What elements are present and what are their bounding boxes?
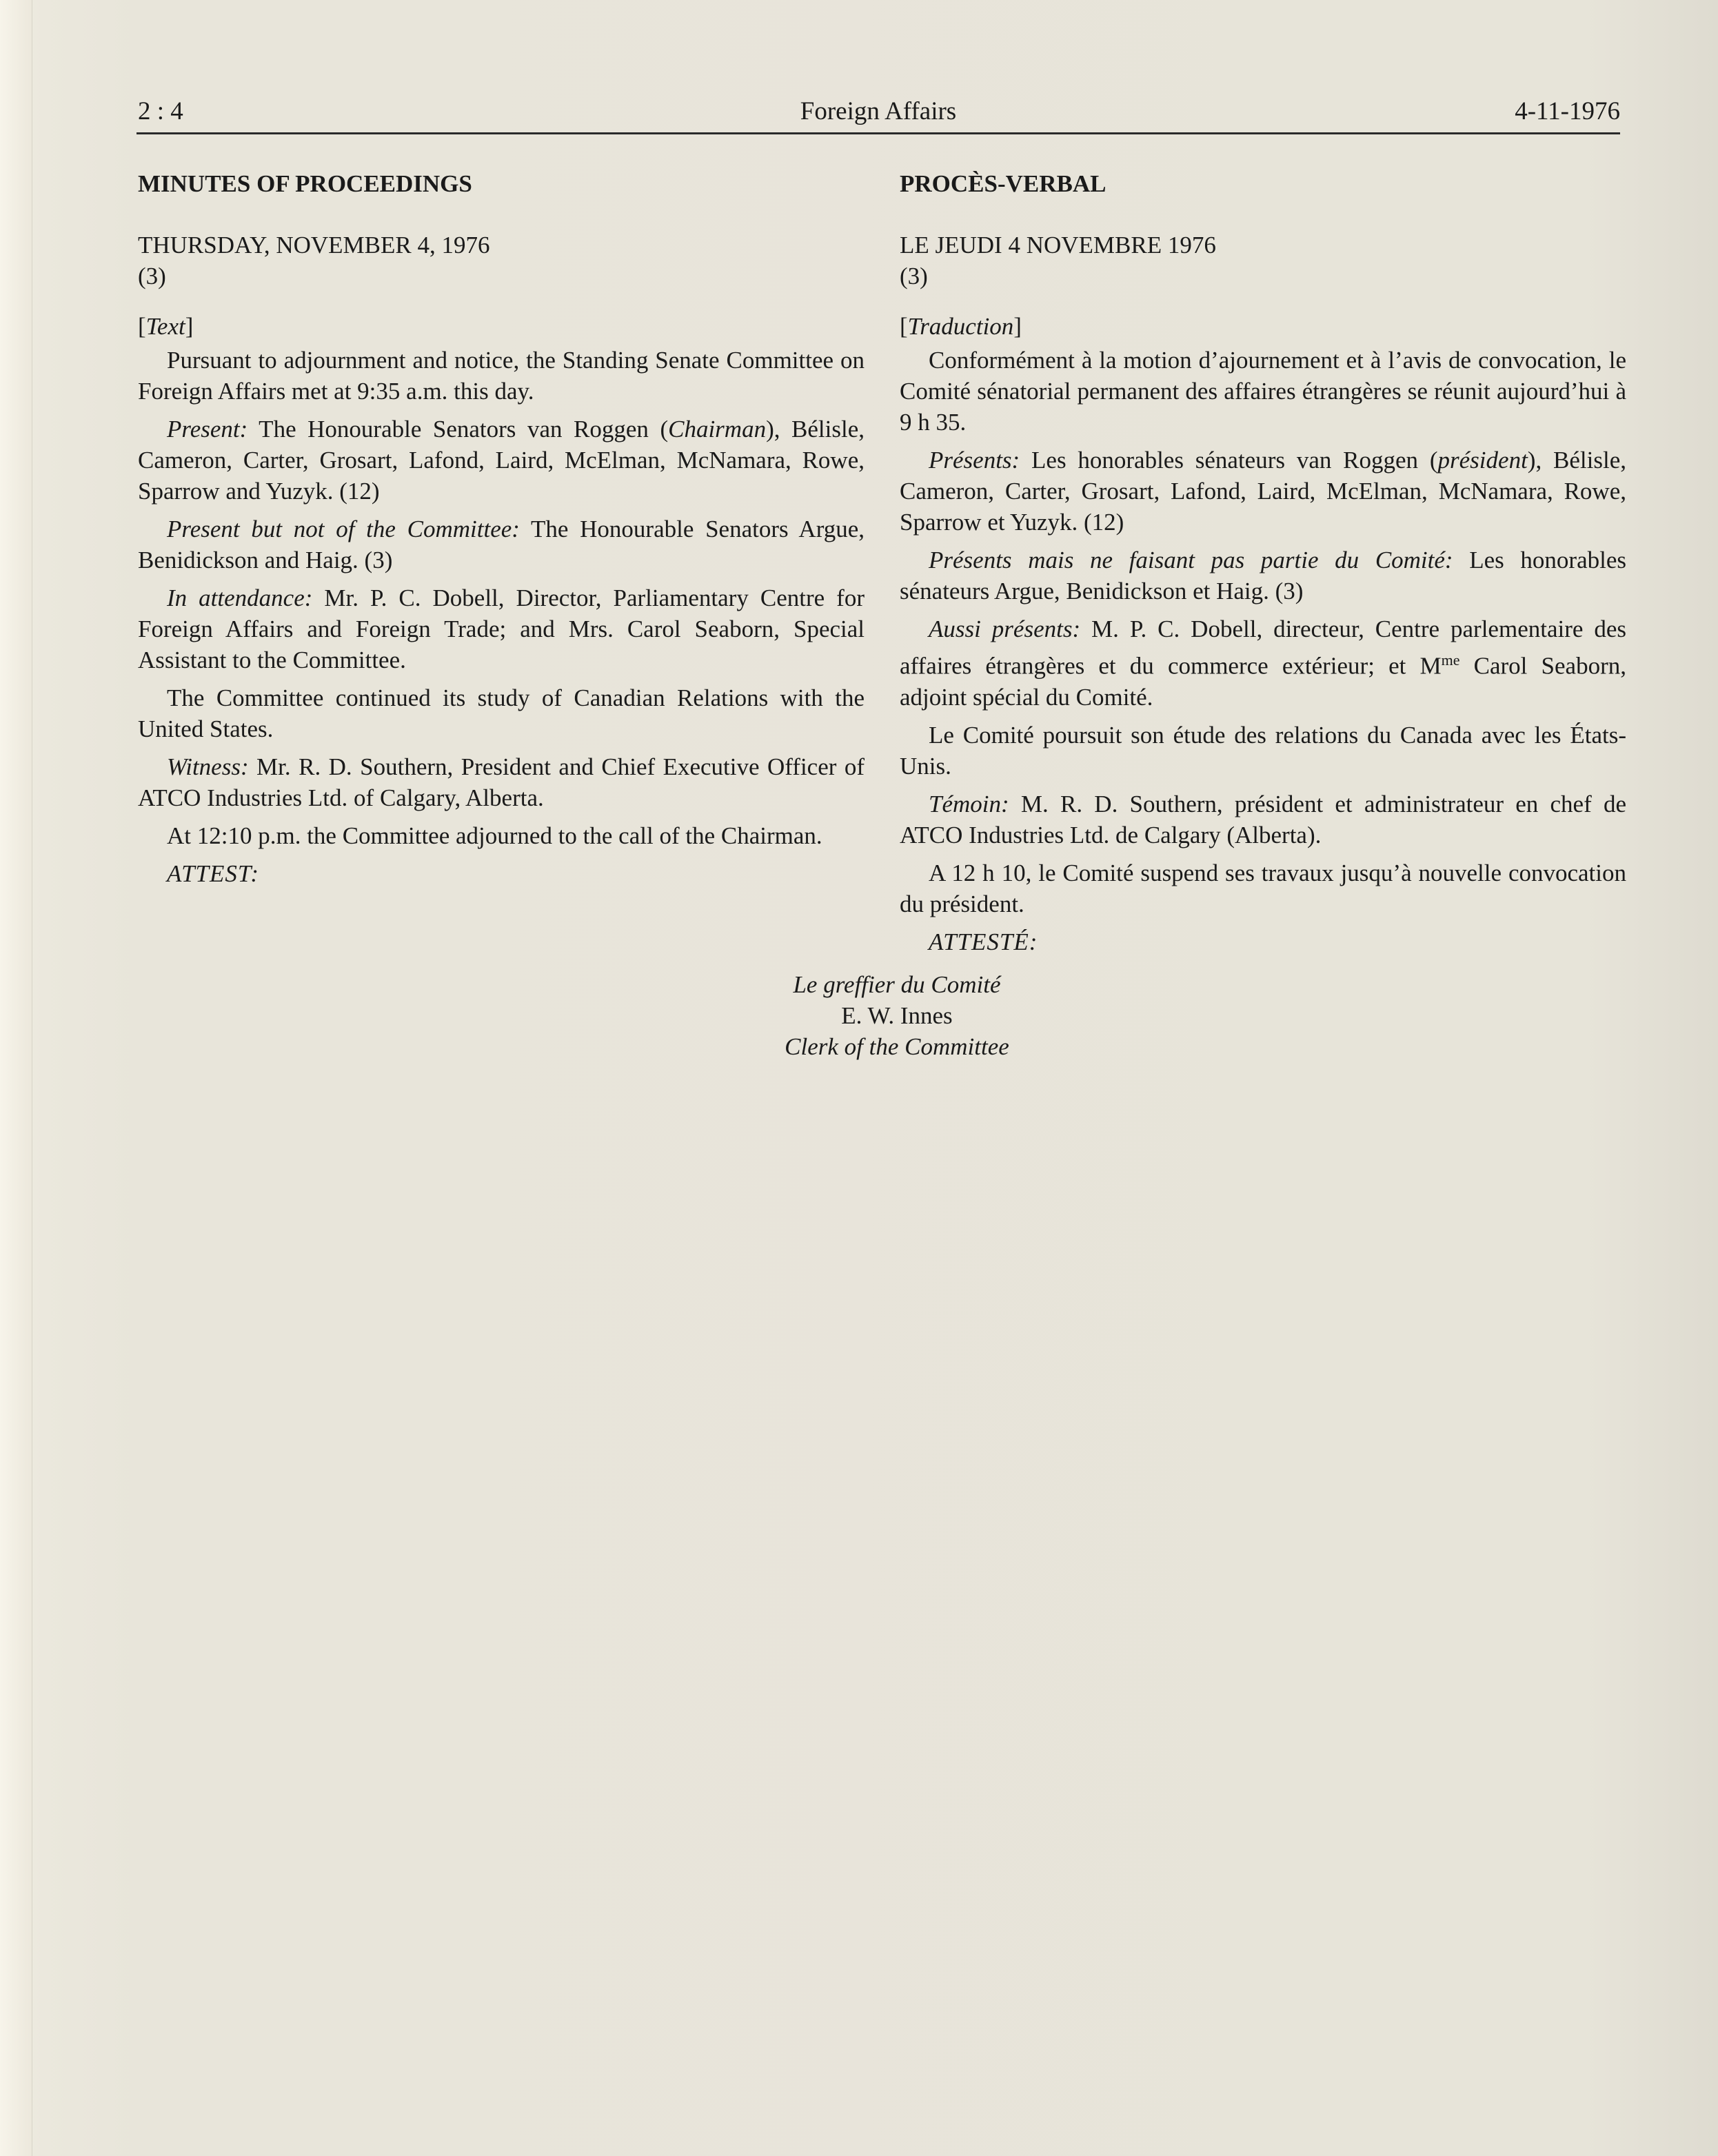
english-present-paragraph: Present: The Honourable Senators van Roggen (Chairman), Bélisle, Cameron, Carter, Grosart, Lafond, Laird, McElman, McNamara, Rowe, Sparrow and Yuzyk. (12) [138,416,865,505]
english-session-number: (3) [138,263,166,289]
header-title: Foreign Affairs [800,97,957,125]
signature-french-title: Le greffier du Comité [793,971,1001,998]
header-date: 4-11-1976 [1515,97,1620,125]
french-opening-paragraph: Conformément à la motion d’ajournement et à l’avis de convocation, le Comité sénatorial permanent des affaires étrangères se réunit aujourd’hui à 9 h 35. [900,347,1626,436]
french-attest: ATTESTÉ: [929,928,1038,955]
english-attendance-paragraph: In attendance: Mr. P. C. Dobell, Director, Parliamentary Centre for Foreign Affairs and Foreign Trade; and Mrs. Carol Seaborn, Special Assistant to the Committee. [138,584,865,673]
english-study-paragraph: The Committee continued its study of Canadian Relations with the United States. [138,684,865,742]
english-attest: ATTEST: [167,860,260,887]
french-study-paragraph: Le Comité poursuit son étude des relations du Canada avec les États-Unis. [900,721,1626,780]
french-session-number: (3) [900,263,928,289]
english-heading: MINUTES OF PROCEEDINGS [138,170,472,197]
french-language-tag: [Traduction] [900,313,1022,340]
english-date: THURSDAY, NOVEMBER 4, 1976 [138,232,490,258]
french-attendance-paragraph: Aussi présents: M. P. C. Dobell, directeur, Centre parlementaire des affaires étrangères et du commerce extérieur; et $M^{me}$ Carol Seaborn, adjoint spécial du Comité. [900,616,1627,711]
running-header [137,95,1620,134]
page-binding-edge [0,0,32,2156]
french-witness-paragraph: Témoin: M. R. D. Southern, président et administrateur en chef de ATCO Industries Ltd. de Calgary (Alberta). [900,790,1626,848]
french-date: LE JEUDI 4 NOVEMBRE 1976 [900,232,1216,258]
french-column [900,168,1626,957]
english-language-tag: [Text] [138,313,194,340]
english-column [138,168,865,889]
english-adjourn-paragraph: At 12:10 p.m. the Committee adjourned to the call of the Chairman. [167,822,822,849]
english-present-not-committee-paragraph: Present but not of the Committee: The Honourable Senators Argue, Benidickson and Haig. (3) [138,516,865,573]
french-adjourn-paragraph: A 12 h 10, le Comité suspend ses travaux jusqu’à nouvelle convocation du président. [900,859,1626,917]
english-opening-paragraph: Pursuant to adjournment and notice, the Standing Senate Committee on Foreign Affairs met at 9:35 a.m. this day. [138,347,865,405]
french-present-not-committee-paragraph: Présents mais ne faisant pas partie du Comité: Les honorables sénateurs Argue, Benidickson et Haig. (3) [900,547,1626,604]
signature-english-title: Clerk of the Committee [785,1033,1009,1060]
page-number: 2 : 4 [138,97,183,125]
french-heading: PROCÈS-VERBAL [900,170,1106,197]
signature-block [0,969,1718,1062]
english-witness-paragraph: Witness: Mr. R. D. Southern, President and Chief Executive Officer of ATCO Industries Ltd. of Calgary, Alberta. [138,753,865,811]
signature-name: E. W. Innes [841,1002,953,1029]
french-present-paragraph: Présents: Les honorables sénateurs van Roggen (président), Bélisle, Cameron, Carter, Grosart, Lafond, Laird, McElman, McNamara, Rowe, Sparrow et Yuzyk. (12) [900,447,1626,536]
